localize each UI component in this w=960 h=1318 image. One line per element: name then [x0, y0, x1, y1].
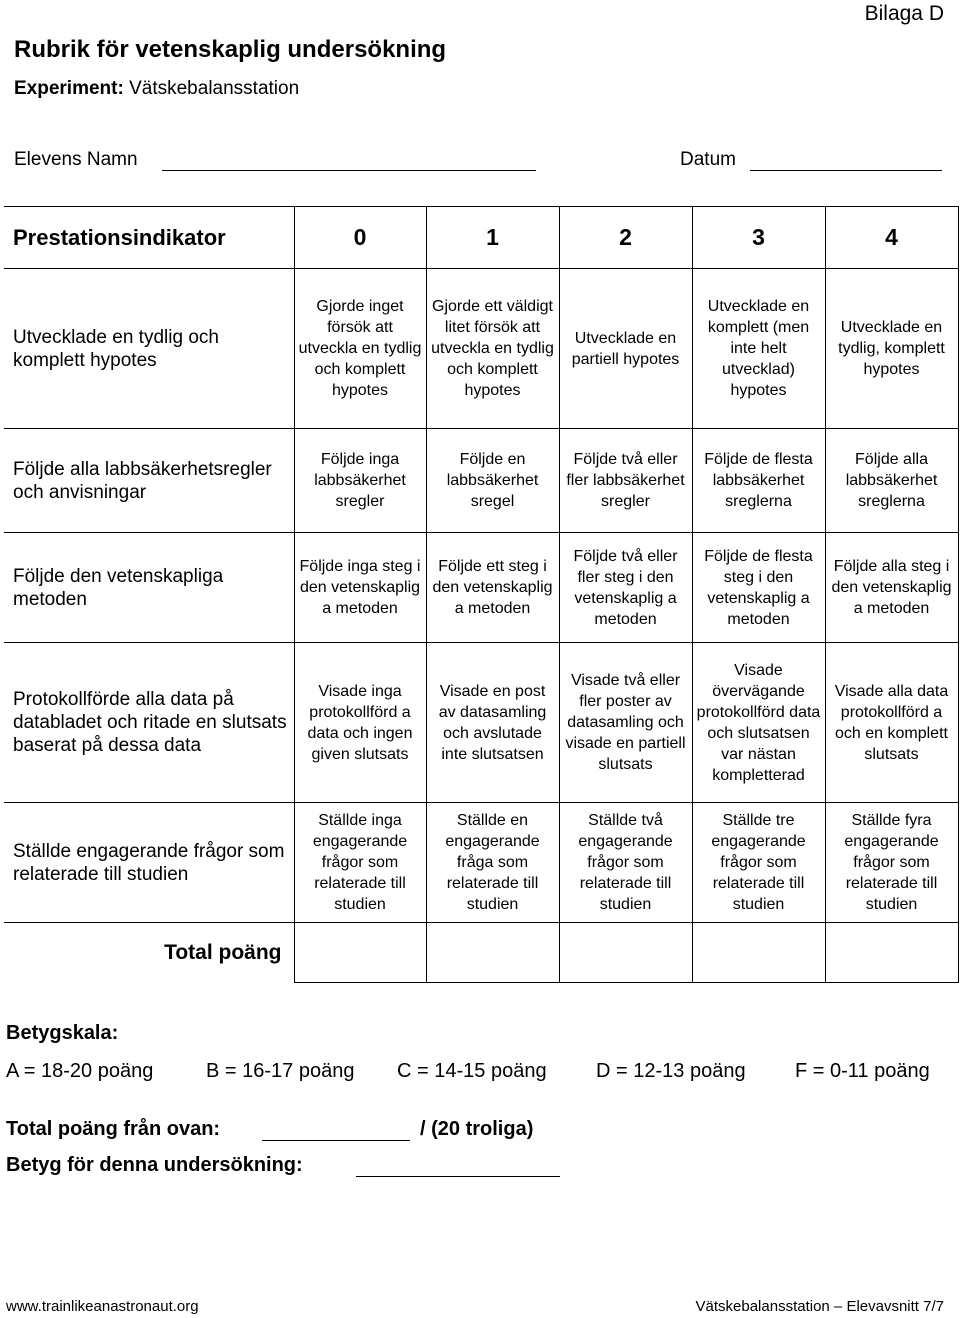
rubric-header-row	[4, 207, 958, 269]
total-points-suffix: / (20 troliga)	[420, 1118, 534, 1140]
student-name-field[interactable]	[162, 170, 536, 171]
header-score-1: 1	[426, 207, 559, 269]
score-cell[interactable]: Följde två eller fler labbsäkerhet sregler	[559, 429, 692, 533]
total-cell[interactable]	[692, 923, 825, 983]
total-cell[interactable]	[825, 923, 958, 983]
score-cell[interactable]: Följde alla steg i den vetenskaplig a metoden	[825, 533, 958, 643]
rubric-total-row	[4, 923, 958, 983]
rubric-table	[4, 206, 959, 983]
header-score-4: 4	[825, 207, 958, 269]
score-cell[interactable]: Visade två eller fler poster av datasamling och visade en partiell slutsats	[559, 643, 692, 803]
date-label: Datum	[680, 149, 736, 170]
indicator-cell: Protokollförde alla data på databladet och ritade en slutsats baserat på dessa data	[4, 643, 294, 803]
score-cell[interactable]: Ställde inga engagerande frågor som relaterade till studien	[294, 803, 426, 923]
score-cell[interactable]: Följde två eller fler steg i den vetenskaplig a metoden	[559, 533, 692, 643]
rubric-row-method	[4, 533, 958, 643]
date-field[interactable]	[750, 170, 942, 171]
grade-b: B = 16-17 poäng	[206, 1060, 355, 1082]
appendix-label: Bilaga D	[864, 2, 944, 25]
indicator-cell: Följde alla labbsäkerhetsregler och anvisningar	[4, 429, 294, 533]
total-points-field[interactable]	[262, 1140, 410, 1141]
score-cell[interactable]: Utvecklade en partiell hypotes	[559, 269, 692, 429]
total-cell[interactable]	[559, 923, 692, 983]
score-cell[interactable]: Följde de flesta steg i den vetenskaplig a metoden	[692, 533, 825, 643]
score-cell[interactable]: Visade övervägande protokollförd data och slutsatsen var nästan kompletterad	[692, 643, 825, 803]
student-name-label: Elevens Namn	[14, 149, 138, 170]
score-cell[interactable]: Utvecklade en tydlig, komplett hypotes	[825, 269, 958, 429]
score-cell[interactable]: Följde de flesta labbsäkerhet sreglerna	[692, 429, 825, 533]
score-cell[interactable]: Ställde tre engagerande frågor som relaterade till studien	[692, 803, 825, 923]
score-cell[interactable]: Ställde två engagerande frågor som relaterade till studien	[559, 803, 692, 923]
experiment-value: Vätskebalansstation	[129, 78, 300, 99]
experiment-label: Experiment:	[14, 78, 124, 99]
score-cell[interactable]: Följde en labbsäkerhet sregel	[426, 429, 559, 533]
header-score-0: 0	[294, 207, 426, 269]
score-cell[interactable]: Följde ett steg i den vetenskaplig a metoden	[426, 533, 559, 643]
total-cell[interactable]	[294, 923, 426, 983]
grade-result-field[interactable]	[356, 1176, 560, 1177]
experiment-line	[14, 78, 299, 100]
total-cell[interactable]	[426, 923, 559, 983]
grade-f: F = 0-11 poäng	[795, 1060, 930, 1082]
score-cell[interactable]: Ställde fyra engagerande frågor som relaterade till studien	[825, 803, 958, 923]
footer-url[interactable]: www.trainlikeanastronaut.org	[6, 1298, 199, 1315]
score-cell[interactable]: Följde alla labbsäkerhet sreglerna	[825, 429, 958, 533]
rubric-row-hypothesis	[4, 269, 958, 429]
total-label: Total poäng	[164, 941, 282, 965]
grade-result-label: Betyg för denna undersökning:	[6, 1154, 303, 1176]
footer-page-info: Vätskebalansstation – Elevavsnitt 7/7	[695, 1298, 944, 1315]
score-cell[interactable]: Visade en post av datasamling och avslutade inte slutsatsen	[426, 643, 559, 803]
score-cell[interactable]: Följde inga labbsäkerhet sregler	[294, 429, 426, 533]
rubric-row-questions	[4, 803, 958, 923]
grade-d: D = 12-13 poäng	[596, 1060, 746, 1082]
grade-scale-title: Betygskala:	[6, 1022, 119, 1044]
rubric-row-data	[4, 643, 958, 803]
score-cell[interactable]: Gjorde ett väldigt litet försök att utveckla en tydlig och komplett hypotes	[426, 269, 559, 429]
indicator-cell: Utvecklade en tydlig och komplett hypotes	[4, 269, 294, 429]
grade-a: A = 18-20 poäng	[6, 1060, 154, 1082]
header-score-2: 2	[559, 207, 692, 269]
total-points-label: Total poäng från ovan:	[6, 1118, 221, 1140]
score-cell[interactable]: Ställde en engagerande fråga som relaterade till studien	[426, 803, 559, 923]
score-cell[interactable]: Utvecklade en komplett (men inte helt utvecklad) hypotes	[692, 269, 825, 429]
header-score-3: 3	[692, 207, 825, 269]
score-cell[interactable]: Visade alla data protokollförd a och en komplett slutsats	[825, 643, 958, 803]
grade-c: C = 14-15 poäng	[397, 1060, 547, 1082]
header-indicator: Prestationsindikator	[4, 207, 294, 269]
page-title: Rubrik för vetenskaplig undersökning	[14, 36, 447, 63]
score-cell[interactable]: Följde inga steg i den vetenskaplig a metoden	[294, 533, 426, 643]
indicator-cell: Ställde engagerande frågor som relaterade till studien	[4, 803, 294, 923]
indicator-cell: Följde den vetenskapliga metoden	[4, 533, 294, 643]
score-cell[interactable]: Gjorde inget försök att utveckla en tydlig och komplett hypotes	[294, 269, 426, 429]
score-cell[interactable]: Visade inga protokollförd a data och ingen given slutsats	[294, 643, 426, 803]
rubric-row-safety	[4, 429, 958, 533]
